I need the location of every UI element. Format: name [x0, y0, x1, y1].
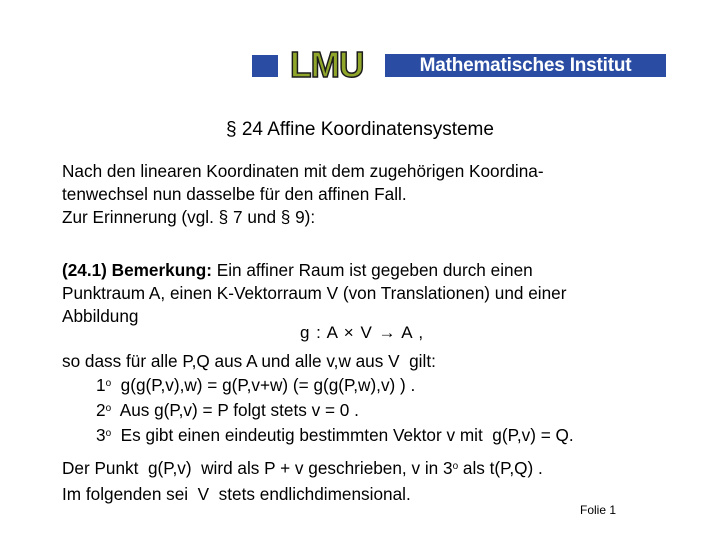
item-2-number: 2	[96, 400, 106, 420]
list-item-2	[96, 398, 359, 421]
item-3-text: Es gibt einen eindeutig bestimmten Vektor v mit g(P,v) = Q.	[111, 425, 574, 445]
item-1-text: g(g(P,v),w) = g(P,v+w) (= g(g(P,w),v) ) .	[111, 375, 416, 395]
item-1-number: 1	[96, 375, 106, 395]
item-2-text: Aus g(P,v) = P folgt stets v = 0 .	[111, 400, 359, 420]
header-bar	[252, 44, 666, 85]
degree-mark: o	[452, 461, 459, 472]
line-8-start: Der Punkt g(P,v) wird als P + v geschrieben, v in 3	[62, 458, 453, 478]
remark-text: Ein affiner Raum ist gegeben durch einen	[211, 260, 533, 280]
remark-heading: (24.1) Bemerkung:	[62, 260, 212, 280]
body-line-1: Nach den linearen Koordinaten mit dem zugehörigen Koordina-	[62, 161, 544, 181]
body-line-2: tenwechsel nun dasselbe für den affinen Fall.	[62, 184, 407, 204]
slide-number: Folie 1	[580, 503, 617, 517]
remark-line	[62, 259, 533, 281]
line-8-end: als t(P,Q) .	[458, 458, 543, 478]
degree-mark: o	[105, 378, 112, 389]
body-line-5: Punktraum A, einen K-Vektorraum V (von Translationen) und einer	[62, 283, 567, 303]
institute-banner: Mathematisches Institut	[385, 54, 666, 77]
body-line-3: Zur Erinnerung (vgl. § 7 und § 9):	[62, 207, 316, 227]
body-line-7: so dass für alle P,Q aus A und alle v,w aus V gilt:	[62, 351, 436, 371]
mapping-formula: g : A × V → A ,	[300, 323, 425, 342]
list-item-3	[96, 423, 574, 446]
body-line-6: Abbildung	[62, 306, 139, 326]
body-line-9: Im folgenden sei V stets endlichdimensional.	[62, 484, 411, 504]
body-line-8	[62, 456, 543, 479]
item-3-number: 3	[96, 425, 106, 445]
list-item-1	[96, 373, 415, 396]
blue-square-decoration	[252, 55, 278, 77]
lmu-logo: LMU	[290, 44, 364, 85]
degree-mark: o	[105, 428, 112, 439]
degree-mark: o	[105, 403, 112, 414]
page-title: § 24 Affine Koordinatensysteme	[226, 119, 494, 140]
